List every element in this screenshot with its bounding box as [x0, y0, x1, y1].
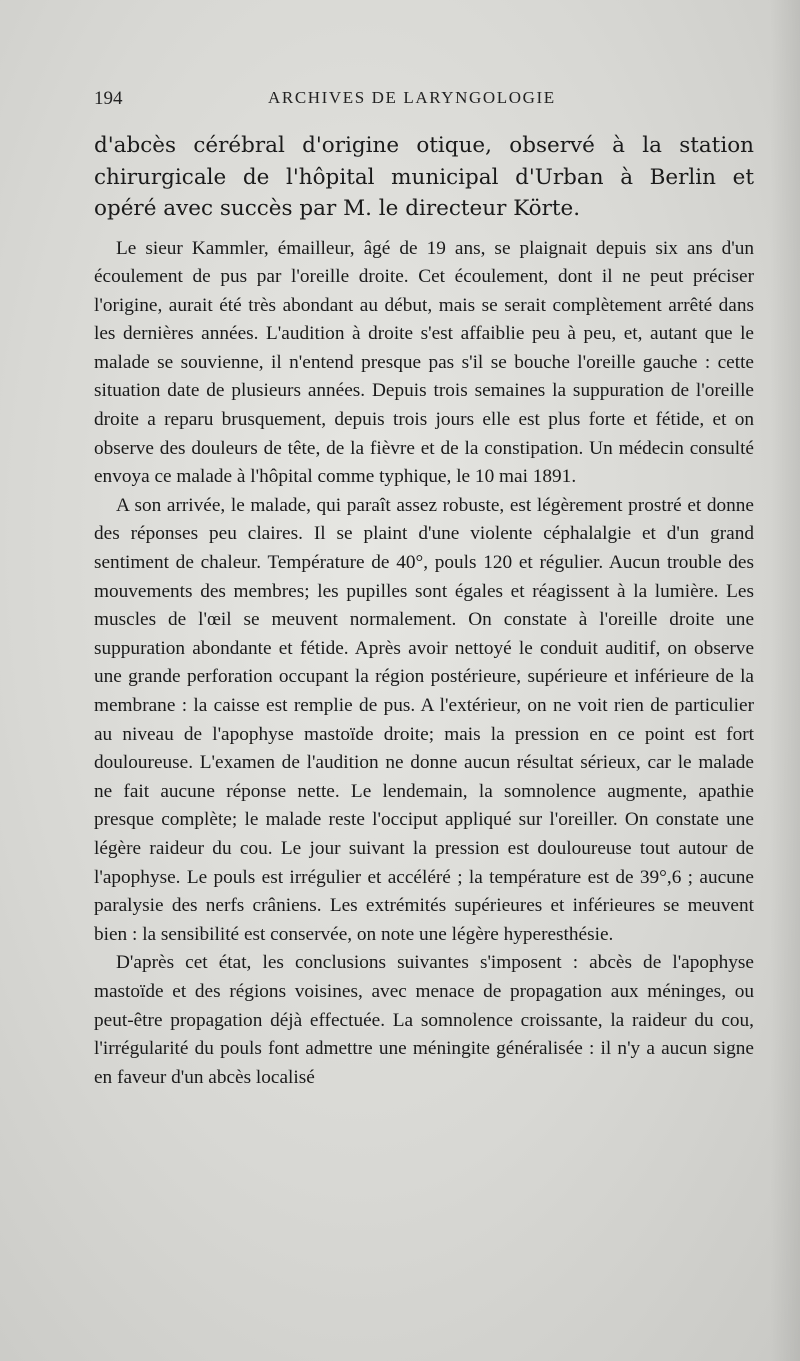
paragraph-conclusions: D'après cet état, les conclusions suivantes s'imposent : abcès de l'apophyse mastoïde et des régions voisines, avec menace de propagation aux méninges, ou peut-être propagation déjà effectuée. La somnolence croissante, la raideur du cou, l'irrégularité du pouls font admettre une méningite généralisée : il n'y a aucun signe en faveur d'un abcès localisé [94, 952, 754, 1088]
paragraph-case-history: Le sieur Kammler, émailleur, âgé de 19 ans, se plaignait depuis six ans d'un écoulement de pus par l'oreille droite. Cet écoulement, dont il ne peut préciser l'origine, aurait été très abondant au début, mais se serait complètement arrêté dans les dernières années. L'audition à droite s'est affaiblie peu à peu, et, autant que le malade se souvienne, il n'entend presque pas s'il se bouche l'oreille gauche : cette situation date de plusieurs années. Depuis trois semaines la suppuration de l'oreille droite a reparu brusquement, depuis trois jours elle est plus forte et fétide, et on observe des douleurs de tête, de la fièvre et de la constipation. Un médecin consulté envoya ce malade à l'hôpital comme typhique, le 10 mai 1891. [94, 237, 754, 488]
body-text [94, 130, 754, 1092]
page-edge-shadow [770, 0, 800, 1361]
journal-title: ARCHIVES DE LARYNGOLOGIE [268, 88, 556, 107]
paragraph-admission-exam: A son arrivée, le malade, qui paraît assez robuste, est légèrement prostré et donne des réponses peu claires. Il se plaint d'une violente céphalalgie et d'un grand sentiment de chaleur. Température de 40°, pouls 120 et régulier. Aucun trouble des mouvements des membres; les pupilles sont égales et réagissent à la lumière. Les muscles de l'œil se meuvent normalement. On constate à l'oreille droite une suppuration abondante et fétide. Après avoir nettoyé le conduit auditif, on observe une grande perforation occupant la région postérieure, supérieure et inférieure de la membrane : la caisse est remplie de pus. A l'extérieur, on ne voit rien de particulier au niveau de l'apophyse mastoïde droite; mais la pression en ce point est fort douloureuse. L'examen de l'audition ne donne aucun résultat sérieux, car le malade ne fait aucune réponse nette. Le lendemain, la somnolence augmente, apathie presque complète; le malade reste l'occiput appliqué sur l'oreiller. On constate une légère raideur du cou. Le jour suivant la pression est douloureuse tout autour de l'apophyse. Le pouls est irrégulier et accéléré ; la température est de 39°,6 ; aucune paralysie des nerfs crâniens. Les extrémités supérieures et inférieures se meuvent bien : la sensibilité est conservée, on note une légère hyperesthésie. [94, 494, 754, 945]
page-number: 194 [94, 88, 123, 109]
running-head [94, 88, 754, 114]
lead-paragraph: d'abcès cérébral d'origine otique, observé à la station chirurgicale de l'hôpital municipal d'Urban à Berlin et opéré avec succès par M. le directeur Körte. [94, 133, 754, 221]
